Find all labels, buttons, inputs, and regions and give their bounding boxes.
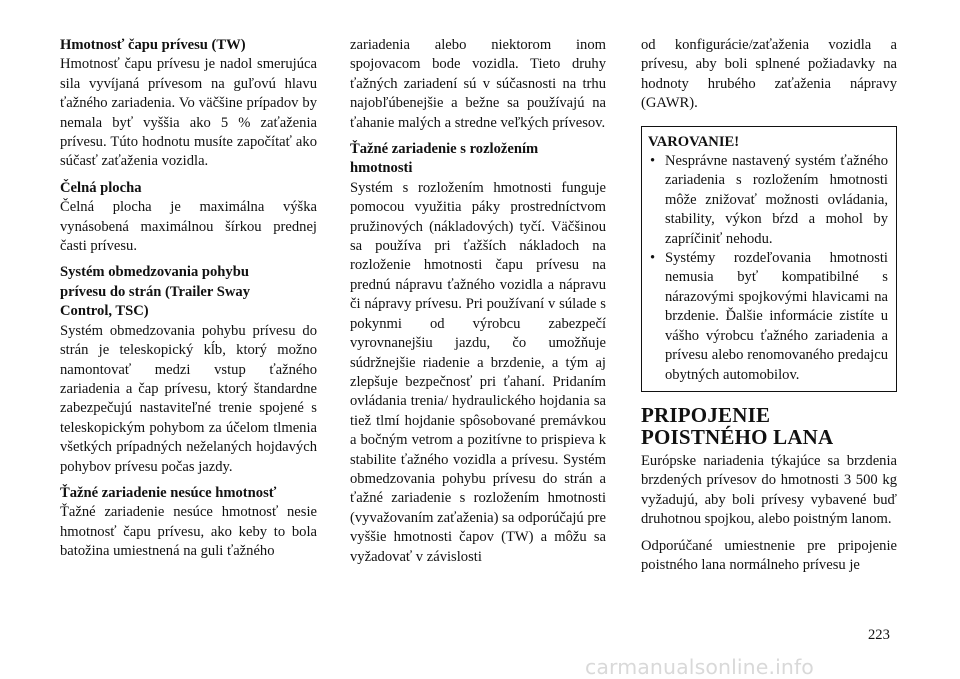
heading-weight-distributing-hitch: Ťažné zariadenie s rozložením hmotnosti [350, 141, 539, 177]
paragraph-weight-carrying-hitch: Ťažné zariadenie nesúce hmotnosť nesie hmotnosť čapu prívesu, ako keby to bola batožina umiestnená na guli ťažného [60, 504, 317, 560]
paragraph-tongue-weight: Hmotnosť čapu prívesu je nadol smerujúca sila vyvíjaná prívesom na guľovú hlavu ťažného zariadenia. Vo väčšine prípadov by nemala byť vyššia ako 5 % zaťaženia prívesu. Túto hodnotu musíte započítať ako súčasť zaťaženia vozidla. [60, 56, 317, 170]
warning-item: • Systémy rozdeľovania hmotnosti nemusia byť kompatibilné s nárazovými spojkovými hlavicami na brzdenie. Ďalšie informácie zistíte u vášho výrobcu ťažného zariadenia a prívesu alebo renomovaného predajcu obytných automobilov. [648, 249, 888, 385]
paragraph-frontal-area: Čelná plocha je maximálna výška vynásobená maximálnou šírkou prednej časti prívesu. [60, 199, 317, 255]
heading-frontal-area: Čelná plocha [60, 179, 142, 196]
warning-list [648, 152, 888, 385]
watermark: carmanualsonline.info [585, 655, 814, 679]
column-middle [350, 36, 606, 567]
section-heading-safety-cable: PRIPOJENIE POISTNÉHO LANA [641, 402, 834, 449]
warning-item: • Nesprávne nastavený systém ťažného zariadenia s rozložením hmotnosti môže znižovať možnosti ovládania, stability, výkon bŕzd a mohol by zapríčiniť nehodu. [648, 152, 888, 249]
warning-box [641, 126, 897, 392]
paragraph-european-regulations: Európske nariadenia týkajúce sa brzdenia brzdených prívesov do hmotnosti 3 500 kg vyžadujú, aby boli prívesy vybavené buď druhotnou spojkou, alebo poistným lanom. [641, 452, 897, 528]
heading-weight-carrying-hitch: Ťažné zariadenie nesúce hmotnosť [60, 484, 277, 501]
paragraph-weight-distributing-hitch: Systém s rozložením hmotnosti funguje pomocou využitia páky prostredníctvom pružinových (nákladových) tyčí. Väčšinou sa používa pri ťažších nákladoch na rozloženie hmotnosti čapu prívesu na prednú nápravu ťažného vozidla a nápravu či nápravy prívesu. Pri používaní v súlade s pokynmi od výrobcu zabezpečí vyrovnanejšiu jazdu, čo umožňuje súdržnejšie riadenie a brzdenie, a tým aj zlepšuje bezpečnosť pri ťahaní. Pridaním ovládania trenia/ hydraulického hojdania sa tiež tlmí hojdanie spôsobované premávkou a bočným vetrom a pozitívne to prispieva k stabilite ťažného vozidla a prívesu. Systém obmedzovania pohybu prívesu do strán a ťažné zariadenie s rozložením hmotnosti (vyvažovaním zaťaženia) sa odporúčajú pre vyššie hmotnosti čapov (TW) a môžu sa vyžadovať v závislosti [350, 179, 606, 565]
page-number: 223 [868, 627, 890, 643]
heading-tongue-weight: Hmotnosť čapu prívesu (TW) [60, 37, 246, 53]
warning-title: VAROVANIE! [648, 133, 740, 150]
paragraph-recommended-location: Odporúčané umiestnenie pre pripojenie poistného lana normálneho prívesu je [641, 537, 897, 573]
paragraph-trailer-sway-control: Systém obmedzovania pohybu prívesu do strán je teleskopický kĺb, ktorý možno namontovať medzi vstup ťažného zariadenia a čap prívesu, ktorý štandardne zabezpečujú nastaviteľné trenie spojené s teleskopickým pohybom za účelom tlmenia všetkých prípadných neželaných hojdavých pohybov prívesu počas jazdy. [60, 322, 317, 475]
paragraph-gawr-continued: od konfigurácie/zaťaženia vozidla a prívesu, aby boli splnené požiadavky na hodnoty hrubého zaťaženia nápravy (GAWR). [641, 37, 897, 112]
paragraph-hitch-continued: zariadenia alebo niektorom inom spojovacom bode vozidla. Tieto druhy ťažných zariadení sú v súčasnosti na trhu najobľúbenejšie a bežne sa používajú na ťahanie malých a stredne veľkých prívesov. [350, 37, 606, 131]
column-right [641, 36, 897, 575]
heading-trailer-sway-control: Systém obmedzovania pohybu prívesu do strán (Trailer Sway Control, TSC) [60, 264, 250, 320]
column-left [60, 36, 317, 562]
